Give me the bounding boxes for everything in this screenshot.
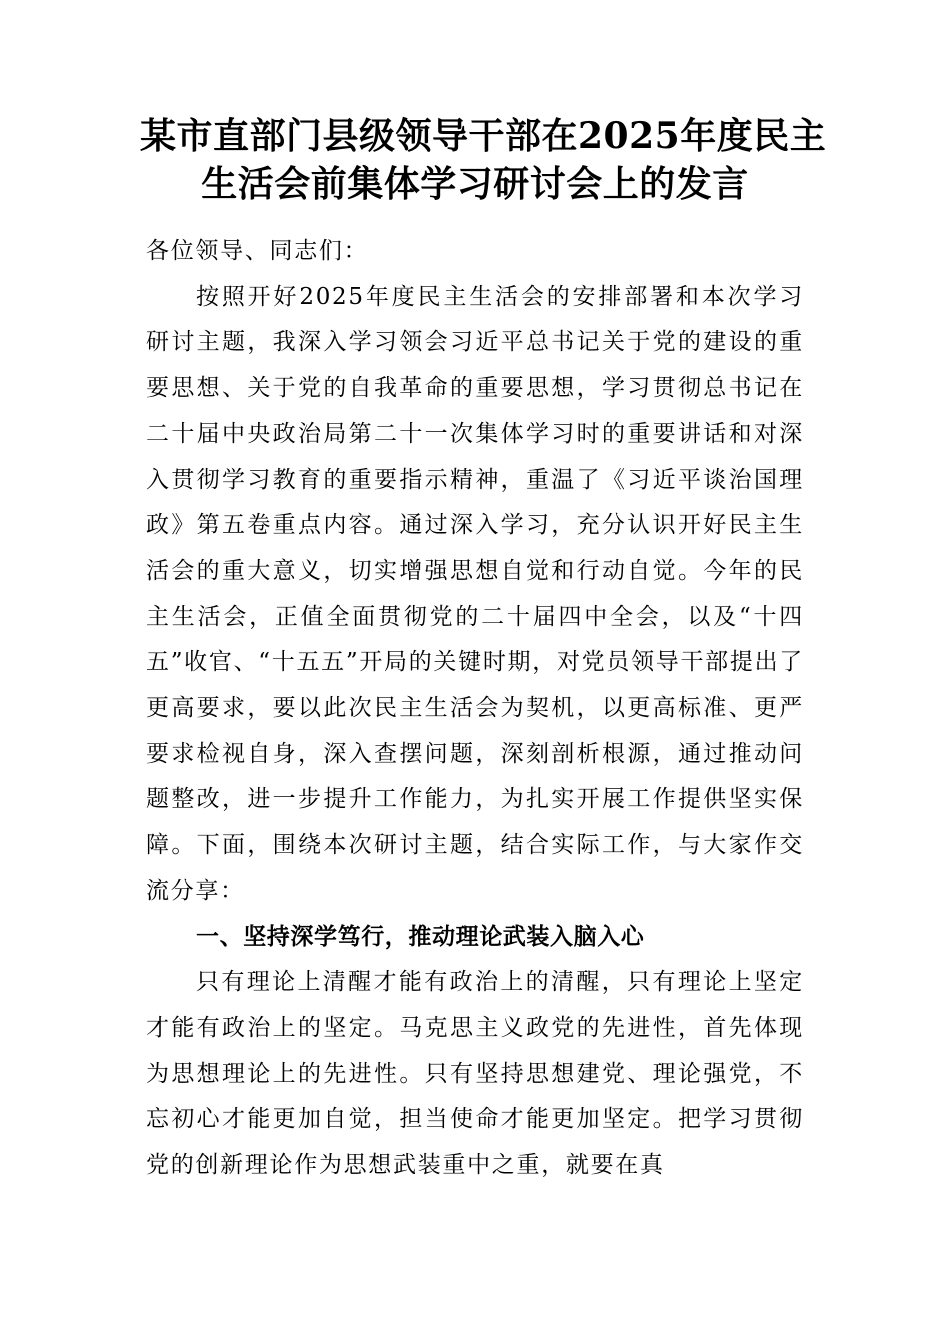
title-line-2: 生活会前集体学习研讨会上的发言 xyxy=(201,163,749,205)
document-title xyxy=(140,112,827,208)
section-heading-1: 一、坚持深学笃行，推动理论武装入脑入心 xyxy=(196,923,645,950)
salutation: 各位领导、同志们： xyxy=(146,238,369,264)
paragraph-intro: 按照开好2025年度民主生活会的安排部署和本次学习研讨主题，我深入学习领会习近平总书记关于党的建设的重要思想、关于党的自我革命的重要思想，学习贯彻总书记在二十届中央政治局第二十一次集体学习时的重要讲话和对深入贯彻学习教育的重要指示精神，重温了《习近平谈治国理政》第五卷重点内容。通过深入学习，充分认识开好民主生活会的重大意义，切实增强思想自觉和行动自觉。今年的民主生活会，正值全面贯彻党的二十届四中全会，以及“十四五”收官、“十五五”开局的关键时期，对党员领导干部提出了更高要求，要以此次民主生活会为契机，以更高标准、更严要求检视自身，深入查摆问题，深刻剖析根源，通过推动问题整改，进一步提升工作能力，为扎实开展工作提供坚实保障。下面，围绕本次研讨主题，结合实际工作，与大家作交流分享： xyxy=(146,283,804,904)
title-line-1: 某市直部门县级领导干部在2025年度民主 xyxy=(140,115,827,157)
document-body xyxy=(146,229,804,1189)
paragraph-section-1: 只有理论上清醒才能有政治上的清醒，只有理论上坚定才能有政治上的坚定。马克思主义政党的先进性，首先体现为思想理论上的先进性。只有坚持思想建党、理论强党，不忘初心才能更加自觉，担当使命才能更加坚定。把学习贯彻党的创新理论作为思想武装重中之重，就要在真 xyxy=(146,969,804,1179)
